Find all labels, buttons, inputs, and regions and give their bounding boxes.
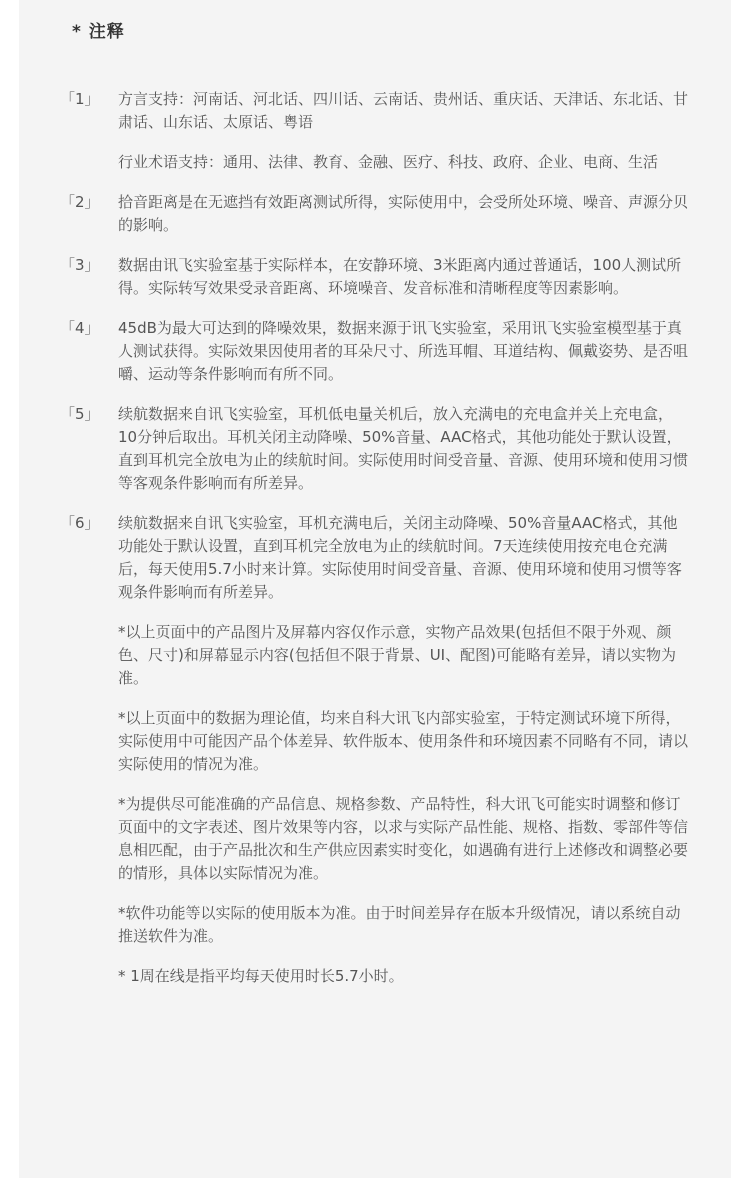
note-text: 数据由讯飞实验室基于实际样本，在安静环境、3米距离内通过普通话，100人测试所得。实际转写效果受录音距离、环境噪音、发音标准和清晰程度等因素影响。 bbox=[118, 256, 682, 297]
note-text: 拾音距离是在无遮挡有效距离测试所得，实际使用中，会受所处环境、噪音、声源分贝的影响。 bbox=[118, 193, 689, 234]
note-extra: 行业术语支持：通用、法律、教育、金融、医疗、科技、政府、企业、电商、生活 bbox=[118, 153, 659, 171]
note-2 bbox=[60, 191, 690, 254]
note-text: 续航数据来自讯飞实验室，耳机充满电后，关闭主动降噪、50%音量AAC格式，其他功能处于默认设置，直到耳机完全放电为止的续航时间。7天连续使用按充电仓充满后，每天使用5.7小时来计算。实际使用时间受音量、音源、使用环境和使用习惯等客观条件影响而有所差异。 bbox=[118, 514, 682, 601]
note-number: 「3」 bbox=[60, 256, 100, 274]
notes-list bbox=[60, 88, 690, 1005]
note-4 bbox=[60, 317, 690, 403]
note-text: 续航数据来自讯飞实验室，耳机低电量关机后，放入充满电的充电盒并关上充电盒，10分钟后取出。耳机关闭主动降噪、50%音量、AAC格式，其他功能处于默认设置，直到耳机完全放电为止的续航时间。实际使用时间受音量、音源、使用环境和使用习惯等客观条件影响而有所差异。 bbox=[118, 405, 689, 492]
note-number: 「1」 bbox=[60, 90, 100, 108]
disclaimer-revisions: *为提供尽可能准确的产品信息、规格参数、产品特性，科大讯飞可能实时调整和修订页面中的文字表述、图片效果等内容，以求与实际产品性能、规格、指数、零部件等信息相匹配，由于产品批次和生产供应因素实时变化，如遇确有进行上述修改和调整必要的情形，具体以实际情况为准。 bbox=[118, 795, 689, 882]
note-number: 「5」 bbox=[60, 405, 100, 423]
note-number: 「2」 bbox=[60, 193, 100, 211]
note-5 bbox=[60, 403, 690, 512]
note-number: 「4」 bbox=[60, 319, 100, 337]
note-1 bbox=[60, 88, 690, 151]
note-text: 方言支持：河南话、河北话、四川话、云南话、贵州话、重庆话、天津话、东北话、甘肃话、山东话、太原话、粤语 bbox=[118, 90, 689, 131]
disclaimer-images: *以上页面中的产品图片及屏幕内容仅作示意，实物产品效果(包括但不限于外观、颜色、尺寸)和屏幕显示内容(包括但不限于背景、UI、配图)可能略有差异，请以实物为准。 bbox=[118, 623, 676, 687]
disclaimer-data: *以上页面中的数据为理论值，均来自科大讯飞内部实验室，于特定测试环境下所得，实际使用中可能因产品个体差异、软件版本、使用条件和环境因素不同略有不同，请以实际使用的情况为准。 bbox=[118, 709, 689, 773]
disclaimer-online: * 1周在线是指平均每天使用时长5.7小时。 bbox=[118, 967, 404, 985]
note-number: 「6」 bbox=[60, 514, 100, 532]
notes-title: * 注释 bbox=[72, 22, 125, 42]
note-6 bbox=[60, 512, 690, 621]
note-3 bbox=[60, 254, 690, 317]
note-text: 45dB为最大可达到的降噪效果，数据来源于讯飞实验室，采用讯飞实验室模型基于真人测试获得。实际效果因使用者的耳朵尺寸、所选耳帽、耳道结构、佩戴姿势、是否咀嚼、运动等条件影响而有所不同。 bbox=[118, 319, 689, 383]
disclaimer-software: *软件功能等以实际的使用版本为准。由于时间差异存在版本升级情况，请以系统自动推送软件为准。 bbox=[118, 904, 681, 945]
